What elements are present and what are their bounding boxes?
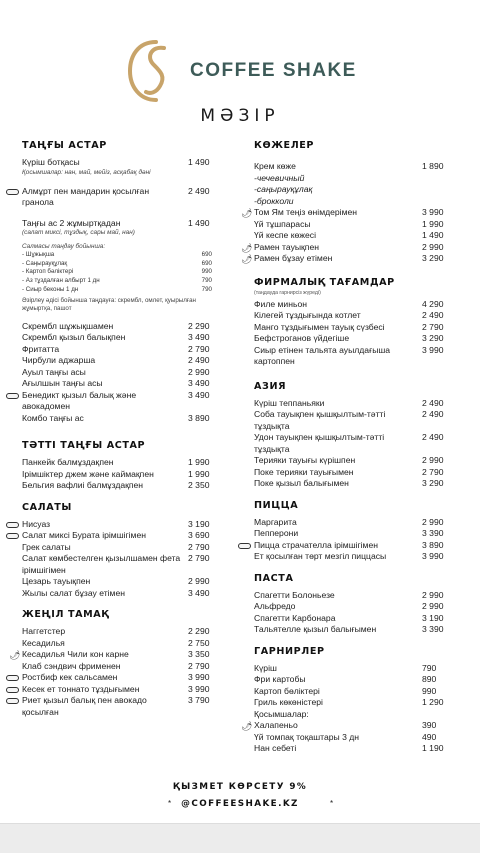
item-name: Клаб сэндвич фрименен [22,660,121,671]
item-note: (салат миксі, тұздық, сары май, нан) [22,229,135,236]
menu-item [22,367,222,379]
option-name: - Саңырауқұлақ [22,259,68,267]
item-price: 3 990 [422,207,444,217]
item-price: 2 490 [422,409,444,419]
item-price: 1 890 [422,161,444,171]
item-name: Маргарита [254,516,297,527]
item-name: Күріш ботқасы [22,157,80,167]
menu-item [254,409,456,432]
menu-item [254,299,456,311]
menu-item [254,674,456,686]
menu-item [22,542,222,554]
menu-item [22,638,222,650]
item-name: Пицца страчателла ірімшігімен [254,539,378,550]
item-price: 2 990 [422,601,444,611]
item-name: Ірімшіктер джем және каймақпен [22,468,154,479]
item-name: Крем көже [254,161,296,171]
item-price: 3 190 [422,612,444,623]
item-name: Поке терияки тауығымен [254,466,354,477]
item-name: Спагетти Карбонара [254,612,336,623]
item-price: 3 990 [188,683,210,694]
item-name: Поке қызыл балығымен [254,478,349,488]
new-badge-icon [6,675,19,681]
menu-item [22,390,222,413]
item-price: 3 490 [188,587,210,598]
item-price: 2 990 [188,576,210,587]
item-price: 790 [422,662,437,673]
item-name: Спагетти Болоньезе [254,589,335,600]
menu-item [254,467,456,479]
option-name: -чечевичный [254,172,305,183]
menu-item [22,457,222,469]
option-price: 790 [201,277,212,285]
item-price: 2 290 [188,626,210,637]
menu-item [254,601,456,613]
item-name: Тальятелле қызыл балығымен [254,624,377,634]
item-name: Салат миксі Бурата ірімшігімен [22,530,146,541]
new-badge-icon [6,533,19,539]
star-left: * [168,799,172,808]
right-column [241,140,456,755]
item-name: Цезарь тауықпен [22,576,91,587]
menu-item [254,398,456,410]
item-price: 1 490 [422,230,444,240]
item-name: Терияки тауығы күрішпен [254,455,356,465]
item-name: Кілегей тұздығында котлет [254,310,361,320]
menu-item [22,588,222,600]
menu-item [22,576,222,588]
sauce-option [22,268,222,277]
item-name: Үй тұшпарасы [254,218,311,229]
section-title-pasta: ПАСТА [254,572,294,584]
menu-item [254,686,456,698]
chili-icon: 🌶︎ [241,208,253,218]
item-price: 2 490 [422,432,444,442]
chili-icon: 🌶︎ [241,242,253,253]
item-price: 3 690 [188,530,210,541]
item-price: 2 350 [188,480,210,491]
new-badge-icon [6,522,19,528]
chili-icon: 🌶︎ [9,650,21,661]
section-title-garnish: ГАРНИРЛЕР [254,645,325,657]
item-name: Қосымшалар: [254,708,309,719]
item-name: Скрембл шұжықшамен [22,320,114,331]
section-title-sweet: ТӘТТІ ТАҢҒЫ АСТАР [22,440,146,452]
menu-item [22,321,222,333]
menu-item [241,207,456,219]
item-name: Кесадилья [22,637,65,648]
item-price: 3 350 [188,649,210,660]
item-price: 2 490 [188,185,210,196]
new-badge-icon [6,189,19,195]
item-price: 3 990 [422,551,444,561]
item-name: Кесек ет тоннато тұздығымен [22,683,140,694]
menu-item [22,157,222,177]
section-title-breakfast: ТАҢҒЫ АСТАР [22,140,107,151]
star-right: * [330,799,334,808]
item-name: Том Ям теңіз өнімдерімен [254,207,358,217]
item-price: 490 [422,731,437,742]
menu-option [254,184,456,196]
section-subtitle: (таңдауда гарнирсіз жүреді) [254,289,321,296]
item-price: 1 490 [188,217,210,228]
menu-item [22,530,222,542]
option-price: 690 [201,251,212,258]
item-name: Алмұрт пен мандарин қосылған гранола [22,185,150,207]
menu-item [22,626,222,638]
item-price: 3 890 [422,539,444,550]
item-price: 3 490 [188,378,210,389]
item-name: Нан себеті [254,743,297,753]
menu-item [22,672,222,684]
item-price: 3 390 [422,528,444,538]
menu-item [22,480,222,492]
sauce-option [22,277,222,286]
instagram-handle: @COFFEESHAKE.KZ [181,799,299,809]
option-name: -саңырауқұлақ [254,184,313,194]
item-price: 1 990 [422,218,444,229]
menu-item [254,322,456,334]
new-badge-icon [6,393,19,399]
menu-item [22,413,222,425]
item-price: 2 490 [422,310,444,320]
item-price: 1 190 [422,743,444,753]
item-price: 990 [422,685,437,696]
chili-icon: 🌶︎ [241,721,253,731]
menu-item [22,332,222,344]
item-name: Пепперони [254,528,299,538]
item-name: Халапеньо [254,720,298,730]
menu-item [241,253,456,265]
option-price: 990 [201,268,212,276]
item-price: 2 790 [422,321,444,332]
menu-item [22,661,222,673]
item-name: Рамен бұзау етімен [254,253,333,263]
menu-option [254,196,456,208]
item-price: 3 890 [188,412,210,423]
item-name: Ет қосылған төрт мезгіл пиццасы [254,551,387,561]
menu-item [254,540,456,552]
item-price: 4 290 [422,298,444,309]
item-price: 3 190 [188,518,210,529]
item-name: Альфредо [254,601,296,611]
item-name: Скрембл қызыл балықпен [22,332,126,343]
menu-item [22,378,222,390]
item-price: 3 990 [422,344,444,355]
option-price: 790 [201,285,212,293]
item-name: Күріш [254,662,277,673]
item-price: 2 790 [188,553,210,564]
menu-item [22,186,222,209]
item-name: Үй томпақ тоқаштары 3 дн [254,731,360,742]
item-price: 390 [422,720,437,730]
menu-item [254,590,456,602]
menu-item [254,697,456,709]
item-price: 2 990 [188,366,210,377]
chili-icon: 🌶︎ [241,254,253,264]
item-price: 1 990 [188,457,210,468]
bottom-bar [0,823,480,853]
section-title-salads: САЛАТЫ [22,501,72,513]
item-price: 890 [422,674,437,684]
menu-item [254,432,456,455]
menu-item [254,219,456,231]
item-price: 2 790 [188,343,210,354]
egg-note: Әзірлеу әдісі бойынша таңдауға: скрембл, омлет, қуырылған жұмыртқа, пашот [22,296,196,312]
item-name: Ростбиф кек сальсамен [22,672,118,683]
item-price: 2 790 [422,466,444,477]
item-price: 3 790 [188,695,210,706]
option-name: - Аз тұздалған албырт 1 дн [22,277,100,285]
item-price: 2 290 [188,320,210,331]
sauce-options [22,243,222,313]
item-name: Картоп бөліктері [254,685,320,696]
menu-item [22,355,222,367]
sauce-option [22,260,222,269]
item-price: 3 990 [188,672,210,683]
item-name: Ағылшын таңғы асы [22,378,103,389]
menu-item [254,161,456,173]
menu-item [22,344,222,356]
item-price: 2 790 [188,541,210,552]
item-name: Фритатта [22,343,60,354]
section-title-soups: КӨЖЕЛЕР [254,140,315,151]
item-name: Манго тұздығымен тауық сүзбесі [254,321,385,332]
new-badge-icon [6,698,19,704]
menu-item [254,732,456,744]
menu-item [241,720,456,732]
menu-item [254,663,456,675]
item-price: 3 290 [422,253,444,263]
option-name: - Картоп бәліктері [22,268,74,276]
menu-item [22,684,222,696]
menu-item [254,743,456,755]
item-name: Комбо таңғы ас [22,412,84,423]
item-price: 3 490 [188,332,210,343]
option-price: 690 [201,259,212,267]
item-name: Салат көмбестелген қызылшамен фета ірімшігімен [22,553,181,575]
option-name: - Сиыр беконы 1 дн [22,285,79,293]
item-name: Фри картобы [254,674,306,684]
menu-title: МӘЗІР [200,106,280,126]
item-price: 1 490 [188,157,210,167]
menu-item [254,310,456,322]
item-name: Наггетстер [22,626,66,637]
menu-item [254,230,456,242]
menu-item [254,528,456,540]
item-price: 3 290 [422,333,444,343]
left-column [9,140,222,718]
item-name: Бенедикт қызыл балық және авокадомен [22,389,137,412]
item-price: 2 990 [422,589,444,600]
item-name: Панкейк балмұздақпен [22,457,114,468]
menu-item [254,455,456,467]
option-name: -брокколи [254,195,294,206]
menu-item [254,613,456,625]
item-name: Ауыл таңғы асы [22,366,86,377]
item-name: Филе миньон [254,298,307,309]
menu-item [254,345,456,368]
item-name: Сиыр етінен тальята ауылдағыша картоппен [254,344,391,366]
section-title-signature: ФИРМАЛЫҚ ТАҒАМДАР [254,276,395,288]
item-price: 2 990 [422,455,444,465]
item-name: Нисуаз [22,518,51,529]
item-price: 1 990 [188,468,210,479]
item-price: 2 750 [188,637,210,648]
item-price: 2 490 [422,397,444,408]
sauce-header: Салмасы таңдау бойынша: [22,243,106,250]
section-title-asia: АЗИЯ [254,380,287,392]
menu-item [22,469,222,481]
item-name: Бефстроганов үйдегіше [254,333,350,343]
item-name: Чирбули аджарша [22,355,96,366]
item-name: Соба тауықпен қышқылтым-тәтті тұздықта [254,409,386,431]
item-name: Грек салаты [22,541,71,552]
item-name: Кесадилья Чили кон карне [22,649,129,660]
item-price: 2 790 [188,660,210,671]
menu-item [254,517,456,529]
menu-item [22,519,222,531]
item-price: 3 490 [188,389,210,400]
item-name: Удон тауықпен қышқылтым-тәтті тұздықта [254,432,385,454]
item-name: Бельгия вафлиі балмұздақпен [22,480,144,491]
menu-item [254,551,456,563]
item-price: 3 390 [422,624,444,634]
option-name: - Шұжықша [22,251,55,258]
item-price: 2 990 [422,241,444,252]
item-name: Үй кеспе көжесі [254,230,316,240]
menu-item [254,478,456,490]
menu-item [254,333,456,345]
service-charge: ҚЫЗМЕТ КӨРСЕТУ 9% [172,782,308,792]
item-note: Қосымшалар: нан, май, мейіз, асқабақ дәні [22,168,151,176]
sauce-option [22,251,222,260]
item-price: 2 990 [422,516,444,527]
section-title-light: ЖЕҢІЛ ТАМАҚ [22,609,110,621]
item-name: Риет қызыл балық пен авокадо қосылған [22,695,147,717]
item-price: 3 290 [422,478,444,488]
item-price: 1 290 [422,697,444,707]
menu-option [254,173,456,185]
menu-item [254,624,456,636]
item-name: Күріш теппаньяки [254,397,325,408]
coffee-shake-logo-icon [126,38,186,104]
menu-item [254,709,456,721]
menu-item [22,553,222,576]
section-title-pizza: ПИЦЦА [254,499,299,511]
item-name: Таңғы ас 2 жұмыртқадан [22,217,121,228]
menu-item [9,649,222,661]
menu-item [241,241,456,254]
new-badge-icon [6,687,19,693]
item-name: Рамен тауықпен [254,241,319,252]
new-badge-icon [238,543,251,549]
item-name: Жылы салат бұзау етімен [22,587,125,598]
item-price: 2 490 [188,355,210,366]
menu-item [22,218,222,238]
brand-name: COFFEE SHAKE [190,60,357,81]
item-name: Гриль көкөністері [254,697,323,707]
menu-item [22,695,222,718]
sauce-option [22,286,222,295]
